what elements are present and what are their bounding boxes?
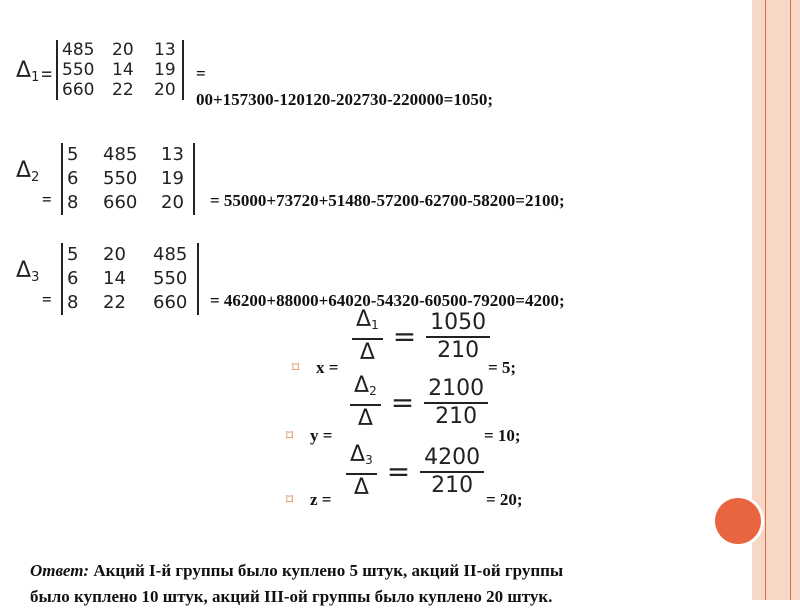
fraction-denominator: Δ: [359, 340, 375, 365]
matrix-cell: 660: [103, 192, 138, 213]
answer-text-line2: было куплено 10 штук, акций III-ой группы было куплено 20 штук.: [30, 587, 553, 606]
matrix-cell: 6: [67, 268, 79, 289]
answer-label: Ответ:: [30, 561, 90, 580]
solution-z-label: z =: [310, 490, 332, 509]
fraction-delta: [352, 307, 383, 366]
delta2-matrix: [61, 143, 195, 215]
bullet-icon: ⌑: [292, 361, 300, 376]
fraction-denominator: Δ: [353, 475, 369, 500]
matrix-cell: 550: [103, 168, 138, 189]
fraction-equals: =: [392, 320, 417, 353]
delta2-symbol: $\Delta_2$: [16, 158, 40, 185]
fraction-delta: [346, 442, 377, 501]
matrix-cell: 8: [67, 192, 79, 213]
solution-z-fraction: [346, 442, 484, 501]
answer-paragraph: [30, 558, 750, 610]
matrix-cell: 485: [62, 40, 95, 60]
matrix-cell: 660: [62, 80, 95, 100]
matrix-cell: 6: [67, 168, 79, 189]
matrix-cell: 19: [161, 168, 184, 189]
fraction-numerator: $\Delta_3$: [350, 442, 373, 467]
matrix-cell: 13: [161, 144, 184, 165]
delta2-eq-left: =: [42, 190, 52, 209]
delta1-symbol: $\Delta_1$: [16, 58, 40, 85]
fraction-delta: [350, 373, 381, 432]
matrix-cell: 485: [153, 244, 188, 265]
frame-line-left: [765, 0, 766, 600]
fraction-numerator-value: 1050: [430, 309, 487, 335]
fraction-denominator: Δ: [357, 406, 373, 431]
delta1-equals: =: [41, 64, 53, 86]
matrix-cell: 660: [153, 292, 188, 313]
matrix-cell: 8: [67, 292, 79, 313]
matrix-cell: 20: [103, 244, 126, 265]
fraction-numerator: $\Delta_1$: [356, 307, 379, 332]
solution-x-result: = 5;: [488, 358, 517, 377]
fraction-numerator-value: 4200: [424, 444, 481, 470]
fraction-numerator: $\Delta_2$: [354, 373, 377, 398]
matrix-cell: 5: [67, 244, 79, 265]
fraction-denominator-value: 210: [435, 403, 478, 429]
slide-frame-right: [752, 0, 800, 600]
matrix-cell: 22: [103, 292, 126, 313]
answer-text-line1: Акций I-й группы было куплено 5 штук, акций II-ой группы: [89, 561, 564, 580]
matrix-cell: 550: [62, 60, 95, 80]
matrix-cell: 14: [112, 60, 134, 80]
matrix-cell: 5: [67, 144, 79, 165]
fraction-values: [424, 376, 488, 430]
matrix-cell: 20: [112, 40, 134, 60]
delta3-expression: = 46200+88000+64020-54320-60500-79200=4200;: [210, 291, 565, 310]
matrix-cell: 550: [153, 268, 188, 289]
delta3-symbol: $\Delta_3$: [16, 258, 40, 285]
solution-y-result: = 10;: [484, 426, 521, 445]
fraction-denominator-value: 210: [431, 472, 474, 498]
matrix-cell: 485: [103, 144, 138, 165]
matrix-cell: 20: [161, 192, 184, 213]
fraction-equals: =: [386, 455, 411, 488]
solution-y-fraction: [350, 373, 488, 432]
matrix-cell: 13: [154, 40, 176, 60]
fraction-values: [420, 445, 484, 499]
delta3-matrix: [61, 243, 199, 315]
solution-x-fraction: [352, 307, 490, 366]
matrix-cell: 14: [103, 268, 126, 289]
solution-y-label: y =: [310, 426, 333, 445]
bullet-icon: ⌑: [286, 429, 294, 444]
fraction-values: [426, 310, 490, 364]
matrix-cell: 19: [154, 60, 176, 80]
matrix-cell: 20: [154, 80, 176, 100]
solution-z-result: = 20;: [486, 490, 523, 509]
delta1-matrix: [56, 40, 184, 100]
matrix-cell: 22: [112, 80, 134, 100]
bullet-icon: ⌑: [286, 493, 294, 508]
fraction-numerator-value: 2100: [428, 375, 485, 401]
delta1-eq-top: =: [196, 64, 206, 83]
fraction-equals: =: [390, 386, 415, 419]
delta2-expression: = 55000+73720+51480-57200-62700-58200=2100;: [210, 191, 565, 210]
delta3-eq-left: =: [42, 290, 52, 309]
delta1-expression: 00+157300-120120-202730-220000=1050;: [196, 90, 494, 109]
fraction-denominator-value: 210: [437, 337, 480, 363]
decorative-circle: [715, 498, 761, 544]
solution-x-label: x =: [316, 358, 339, 377]
frame-line-right: [790, 0, 791, 600]
